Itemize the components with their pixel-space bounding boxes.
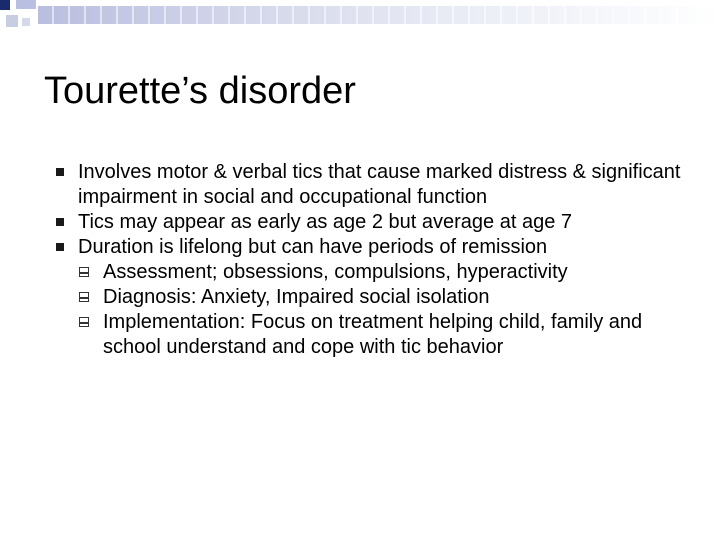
square-bullet-icon (56, 168, 64, 176)
bullet-text: Duration is lifelong but can have periods of remission (78, 236, 548, 258)
hollow-square-bullet-icon (79, 267, 89, 277)
bullet-item (56, 210, 696, 235)
hollow-square-bullet-icon (79, 292, 89, 302)
bullet-item (56, 235, 696, 260)
slide-title: Tourette’s disorder (44, 70, 356, 112)
sub-bullet-text: Implementation: Focus on treatment helping child, family and school understand and cope with tic behavior (103, 311, 643, 358)
bullet-text: Involves motor & verbal tics that cause marked distress & significant impairment in social and occupational function (78, 161, 681, 208)
sub-bullet-item (56, 260, 696, 285)
sub-bullet-item (56, 285, 696, 310)
decor-square-mid (16, 0, 36, 9)
decor-square-light (6, 15, 18, 27)
slide-body (56, 160, 696, 360)
square-bullet-icon (56, 218, 64, 226)
decor-square-pale (22, 18, 30, 26)
header-gradient-bar (38, 6, 720, 24)
sub-bullet-text: Assessment; obsessions, compulsions, hyperactivity (103, 261, 568, 283)
hollow-square-bullet-icon (79, 317, 89, 327)
square-bullet-icon (56, 243, 64, 251)
sub-bullet-text: Diagnosis: Anxiety, Impaired social isolation (103, 286, 490, 308)
sub-bullet-item (56, 310, 696, 360)
bullet-text: Tics may appear as early as age 2 but average at age 7 (78, 211, 572, 233)
bullet-item (56, 160, 696, 210)
decor-square-dark (0, 0, 10, 10)
